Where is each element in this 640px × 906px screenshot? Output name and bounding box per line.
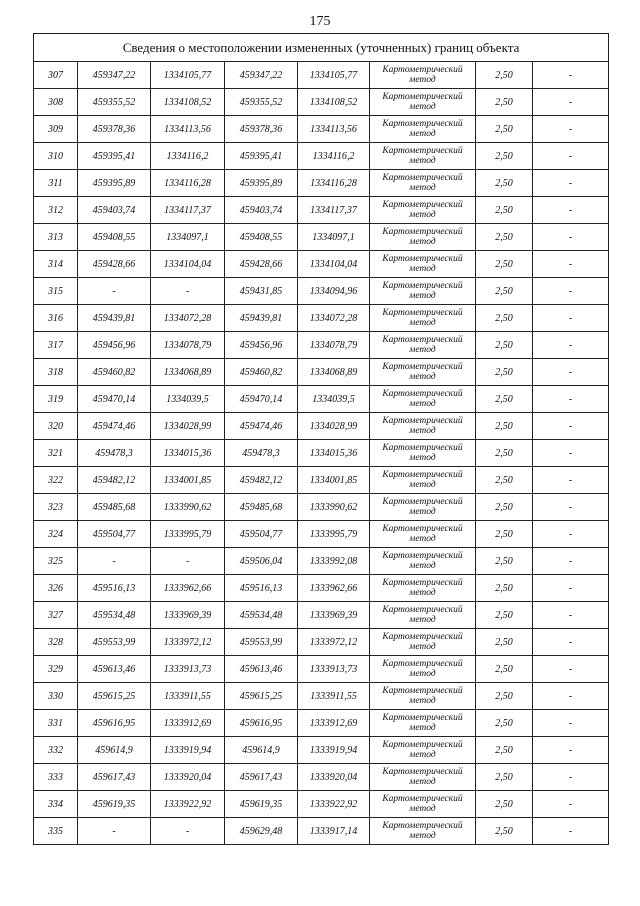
refined-x-cell: 459460,82 bbox=[225, 359, 298, 386]
existing-x-cell: 459355,52 bbox=[78, 89, 151, 116]
accuracy-cell: 2,50 bbox=[476, 629, 533, 656]
existing-y-cell: 1333912,69 bbox=[151, 710, 225, 737]
existing-y-cell: 1334078,79 bbox=[151, 332, 225, 359]
description-cell: - bbox=[533, 656, 609, 683]
refined-y-cell: 1334015,36 bbox=[298, 440, 370, 467]
refined-y-cell: 1333972,12 bbox=[298, 629, 370, 656]
refined-y-cell: 1334105,77 bbox=[298, 62, 370, 89]
existing-y-cell: 1334104,04 bbox=[151, 251, 225, 278]
point-number-cell: 310 bbox=[34, 143, 78, 170]
existing-y-cell: 1333962,66 bbox=[151, 575, 225, 602]
description-cell: - bbox=[533, 413, 609, 440]
refined-x-cell: 459629,48 bbox=[225, 818, 298, 845]
existing-x-cell: 459347,22 bbox=[78, 62, 151, 89]
method-cell: Картометрический метод bbox=[370, 413, 476, 440]
refined-y-cell: 1333995,79 bbox=[298, 521, 370, 548]
existing-x-cell: 459553,99 bbox=[78, 629, 151, 656]
point-number-cell: 329 bbox=[34, 656, 78, 683]
refined-y-cell: 1333911,55 bbox=[298, 683, 370, 710]
refined-x-cell: 459378,36 bbox=[225, 116, 298, 143]
table-row bbox=[34, 548, 609, 575]
existing-x-cell: 459615,25 bbox=[78, 683, 151, 710]
accuracy-cell: 2,50 bbox=[476, 386, 533, 413]
table-row bbox=[34, 143, 609, 170]
point-number-cell: 331 bbox=[34, 710, 78, 737]
table-row bbox=[34, 818, 609, 845]
refined-y-cell: 1333992,08 bbox=[298, 548, 370, 575]
description-cell: - bbox=[533, 818, 609, 845]
existing-y-cell: 1334105,77 bbox=[151, 62, 225, 89]
point-number-cell: 326 bbox=[34, 575, 78, 602]
existing-y-cell: 1334001,85 bbox=[151, 467, 225, 494]
description-cell: - bbox=[533, 143, 609, 170]
method-cell: Картометрический метод bbox=[370, 440, 476, 467]
refined-x-cell: 459613,46 bbox=[225, 656, 298, 683]
table-row bbox=[34, 521, 609, 548]
accuracy-cell: 2,50 bbox=[476, 467, 533, 494]
point-number-cell: 321 bbox=[34, 440, 78, 467]
refined-x-cell: 459482,12 bbox=[225, 467, 298, 494]
existing-y-cell: 1333995,79 bbox=[151, 521, 225, 548]
description-cell: - bbox=[533, 116, 609, 143]
method-cell: Картометрический метод bbox=[370, 629, 476, 656]
accuracy-cell: 2,50 bbox=[476, 332, 533, 359]
point-number-cell: 324 bbox=[34, 521, 78, 548]
refined-x-cell: 459456,96 bbox=[225, 332, 298, 359]
table-row bbox=[34, 764, 609, 791]
existing-x-cell: 459378,36 bbox=[78, 116, 151, 143]
existing-x-cell: 459616,95 bbox=[78, 710, 151, 737]
refined-x-cell: 459403,74 bbox=[225, 197, 298, 224]
table-row bbox=[34, 737, 609, 764]
refined-y-cell: 1334104,04 bbox=[298, 251, 370, 278]
refined-x-cell: 459506,04 bbox=[225, 548, 298, 575]
point-number-cell: 318 bbox=[34, 359, 78, 386]
point-number-cell: 317 bbox=[34, 332, 78, 359]
table-row bbox=[34, 251, 609, 278]
accuracy-cell: 2,50 bbox=[476, 521, 533, 548]
accuracy-cell: 2,50 bbox=[476, 197, 533, 224]
existing-y-cell: - bbox=[151, 278, 225, 305]
refined-x-cell: 459470,14 bbox=[225, 386, 298, 413]
description-cell: - bbox=[533, 170, 609, 197]
accuracy-cell: 2,50 bbox=[476, 575, 533, 602]
point-number-cell: 332 bbox=[34, 737, 78, 764]
existing-y-cell: 1333919,94 bbox=[151, 737, 225, 764]
existing-x-cell: 459482,12 bbox=[78, 467, 151, 494]
refined-y-cell: 1333990,62 bbox=[298, 494, 370, 521]
existing-y-cell: 1333969,39 bbox=[151, 602, 225, 629]
refined-x-cell: 459395,89 bbox=[225, 170, 298, 197]
refined-y-cell: 1334068,89 bbox=[298, 359, 370, 386]
method-cell: Картометрический метод bbox=[370, 170, 476, 197]
method-cell: Картометрический метод bbox=[370, 764, 476, 791]
refined-y-cell: 1334078,79 bbox=[298, 332, 370, 359]
method-cell: Картометрический метод bbox=[370, 386, 476, 413]
page-number: 175 bbox=[309, 14, 331, 29]
description-cell: - bbox=[533, 89, 609, 116]
description-cell: - bbox=[533, 791, 609, 818]
accuracy-cell: 2,50 bbox=[476, 413, 533, 440]
method-cell: Картометрический метод bbox=[370, 467, 476, 494]
existing-x-cell: 459456,96 bbox=[78, 332, 151, 359]
point-number-cell: 311 bbox=[34, 170, 78, 197]
description-cell: - bbox=[533, 710, 609, 737]
method-cell: Картометрический метод bbox=[370, 521, 476, 548]
existing-x-cell: 459619,35 bbox=[78, 791, 151, 818]
refined-x-cell: 459408,55 bbox=[225, 224, 298, 251]
table-row bbox=[34, 575, 609, 602]
refined-x-cell: 459347,22 bbox=[225, 62, 298, 89]
refined-x-cell: 459615,25 bbox=[225, 683, 298, 710]
refined-x-cell: 459428,66 bbox=[225, 251, 298, 278]
method-cell: Картометрический метод bbox=[370, 278, 476, 305]
refined-x-cell: 459355,52 bbox=[225, 89, 298, 116]
refined-y-cell: 1333919,94 bbox=[298, 737, 370, 764]
accuracy-cell: 2,50 bbox=[476, 62, 533, 89]
point-number-cell: 327 bbox=[34, 602, 78, 629]
existing-y-cell: 1334108,52 bbox=[151, 89, 225, 116]
existing-x-cell: 459485,68 bbox=[78, 494, 151, 521]
refined-y-cell: 1333962,66 bbox=[298, 575, 370, 602]
method-cell: Картометрический метод bbox=[370, 224, 476, 251]
existing-x-cell: 459408,55 bbox=[78, 224, 151, 251]
refined-x-cell: 459478,3 bbox=[225, 440, 298, 467]
existing-x-cell: 459617,43 bbox=[78, 764, 151, 791]
existing-y-cell: - bbox=[151, 548, 225, 575]
refined-y-cell: 1334116,2 bbox=[298, 143, 370, 170]
accuracy-cell: 2,50 bbox=[476, 818, 533, 845]
method-cell: Картометрический метод bbox=[370, 602, 476, 629]
point-number-cell: 313 bbox=[34, 224, 78, 251]
table-row bbox=[34, 170, 609, 197]
refined-x-cell: 459616,95 bbox=[225, 710, 298, 737]
refined-y-cell: 1333917,14 bbox=[298, 818, 370, 845]
point-number-cell: 315 bbox=[34, 278, 78, 305]
accuracy-cell: 2,50 bbox=[476, 224, 533, 251]
point-number-cell: 325 bbox=[34, 548, 78, 575]
method-cell: Картометрический метод bbox=[370, 656, 476, 683]
existing-y-cell: 1334113,56 bbox=[151, 116, 225, 143]
existing-y-cell: 1334028,99 bbox=[151, 413, 225, 440]
method-cell: Картометрический метод bbox=[370, 116, 476, 143]
point-number-cell: 323 bbox=[34, 494, 78, 521]
table-row bbox=[34, 791, 609, 818]
accuracy-cell: 2,50 bbox=[476, 737, 533, 764]
existing-y-cell: 1333990,62 bbox=[151, 494, 225, 521]
table-row bbox=[34, 656, 609, 683]
table-row bbox=[34, 359, 609, 386]
accuracy-cell: 2,50 bbox=[476, 710, 533, 737]
table-row bbox=[34, 494, 609, 521]
table-row bbox=[34, 413, 609, 440]
table-row bbox=[34, 332, 609, 359]
existing-x-cell: 459428,66 bbox=[78, 251, 151, 278]
description-cell: - bbox=[533, 548, 609, 575]
existing-x-cell: 459613,46 bbox=[78, 656, 151, 683]
existing-x-cell: 459395,89 bbox=[78, 170, 151, 197]
existing-y-cell: 1334068,89 bbox=[151, 359, 225, 386]
accuracy-cell: 2,50 bbox=[476, 305, 533, 332]
point-number-cell: 328 bbox=[34, 629, 78, 656]
refined-x-cell: 459439,81 bbox=[225, 305, 298, 332]
refined-y-cell: 1333912,69 bbox=[298, 710, 370, 737]
point-number-cell: 333 bbox=[34, 764, 78, 791]
refined-x-cell: 459395,41 bbox=[225, 143, 298, 170]
existing-x-cell: - bbox=[78, 818, 151, 845]
description-cell: - bbox=[533, 359, 609, 386]
existing-x-cell: 459395,41 bbox=[78, 143, 151, 170]
refined-y-cell: 1334108,52 bbox=[298, 89, 370, 116]
point-number-cell: 320 bbox=[34, 413, 78, 440]
refined-y-cell: 1334072,28 bbox=[298, 305, 370, 332]
method-cell: Картометрический метод bbox=[370, 62, 476, 89]
existing-x-cell: 459478,3 bbox=[78, 440, 151, 467]
description-cell: - bbox=[533, 386, 609, 413]
existing-y-cell: 1334116,2 bbox=[151, 143, 225, 170]
table-title: Сведения о местоположении измененных (уточненных) границ объекта bbox=[34, 34, 609, 62]
method-cell: Картометрический метод bbox=[370, 197, 476, 224]
refined-x-cell: 459485,68 bbox=[225, 494, 298, 521]
table-row bbox=[34, 467, 609, 494]
refined-y-cell: 1334039,5 bbox=[298, 386, 370, 413]
refined-y-cell: 1333920,04 bbox=[298, 764, 370, 791]
refined-y-cell: 1334001,85 bbox=[298, 467, 370, 494]
existing-x-cell: 459474,46 bbox=[78, 413, 151, 440]
table-row bbox=[34, 278, 609, 305]
accuracy-cell: 2,50 bbox=[476, 440, 533, 467]
table-title-row bbox=[34, 34, 609, 62]
existing-x-cell: 459504,77 bbox=[78, 521, 151, 548]
boundary-table bbox=[33, 33, 609, 845]
description-cell: - bbox=[533, 629, 609, 656]
refined-y-cell: 1334097,1 bbox=[298, 224, 370, 251]
accuracy-cell: 2,50 bbox=[476, 116, 533, 143]
refined-y-cell: 1334116,28 bbox=[298, 170, 370, 197]
description-cell: - bbox=[533, 278, 609, 305]
point-number-cell: 322 bbox=[34, 467, 78, 494]
existing-y-cell: 1334072,28 bbox=[151, 305, 225, 332]
refined-y-cell: 1334117,37 bbox=[298, 197, 370, 224]
existing-x-cell: - bbox=[78, 548, 151, 575]
accuracy-cell: 2,50 bbox=[476, 791, 533, 818]
existing-x-cell: 459516,13 bbox=[78, 575, 151, 602]
accuracy-cell: 2,50 bbox=[476, 656, 533, 683]
existing-y-cell: 1333911,55 bbox=[151, 683, 225, 710]
point-number-cell: 312 bbox=[34, 197, 78, 224]
accuracy-cell: 2,50 bbox=[476, 359, 533, 386]
table-row bbox=[34, 602, 609, 629]
method-cell: Картометрический метод bbox=[370, 818, 476, 845]
existing-y-cell: 1334117,37 bbox=[151, 197, 225, 224]
refined-x-cell: 459474,46 bbox=[225, 413, 298, 440]
method-cell: Картометрический метод bbox=[370, 89, 476, 116]
accuracy-cell: 2,50 bbox=[476, 683, 533, 710]
method-cell: Картометрический метод bbox=[370, 737, 476, 764]
accuracy-cell: 2,50 bbox=[476, 170, 533, 197]
description-cell: - bbox=[533, 62, 609, 89]
description-cell: - bbox=[533, 737, 609, 764]
accuracy-cell: 2,50 bbox=[476, 494, 533, 521]
table-row bbox=[34, 224, 609, 251]
method-cell: Картометрический метод bbox=[370, 791, 476, 818]
refined-x-cell: 459516,13 bbox=[225, 575, 298, 602]
table-row bbox=[34, 197, 609, 224]
accuracy-cell: 2,50 bbox=[476, 89, 533, 116]
table-row bbox=[34, 305, 609, 332]
existing-y-cell: 1333922,92 bbox=[151, 791, 225, 818]
description-cell: - bbox=[533, 224, 609, 251]
refined-x-cell: 459617,43 bbox=[225, 764, 298, 791]
method-cell: Картометрический метод bbox=[370, 683, 476, 710]
accuracy-cell: 2,50 bbox=[476, 143, 533, 170]
description-cell: - bbox=[533, 683, 609, 710]
existing-x-cell: 459470,14 bbox=[78, 386, 151, 413]
existing-y-cell: 1334116,28 bbox=[151, 170, 225, 197]
method-cell: Картометрический метод bbox=[370, 494, 476, 521]
table-row bbox=[34, 440, 609, 467]
point-number-cell: 316 bbox=[34, 305, 78, 332]
existing-y-cell: 1333972,12 bbox=[151, 629, 225, 656]
existing-x-cell: 459460,82 bbox=[78, 359, 151, 386]
point-number-cell: 330 bbox=[34, 683, 78, 710]
description-cell: - bbox=[533, 575, 609, 602]
table-row bbox=[34, 386, 609, 413]
method-cell: Картометрический метод bbox=[370, 548, 476, 575]
refined-x-cell: 459504,77 bbox=[225, 521, 298, 548]
accuracy-cell: 2,50 bbox=[476, 602, 533, 629]
method-cell: Картометрический метод bbox=[370, 251, 476, 278]
refined-x-cell: 459534,48 bbox=[225, 602, 298, 629]
point-number-cell: 335 bbox=[34, 818, 78, 845]
refined-x-cell: 459553,99 bbox=[225, 629, 298, 656]
table-row bbox=[34, 62, 609, 89]
existing-x-cell: 459439,81 bbox=[78, 305, 151, 332]
refined-x-cell: 459431,85 bbox=[225, 278, 298, 305]
refined-y-cell: 1333913,73 bbox=[298, 656, 370, 683]
refined-y-cell: 1333969,39 bbox=[298, 602, 370, 629]
description-cell: - bbox=[533, 251, 609, 278]
point-number-cell: 308 bbox=[34, 89, 78, 116]
existing-x-cell: 459403,74 bbox=[78, 197, 151, 224]
description-cell: - bbox=[533, 440, 609, 467]
accuracy-cell: 2,50 bbox=[476, 764, 533, 791]
description-cell: - bbox=[533, 305, 609, 332]
method-cell: Картометрический метод bbox=[370, 143, 476, 170]
point-number-cell: 307 bbox=[34, 62, 78, 89]
existing-y-cell: - bbox=[151, 818, 225, 845]
table-row bbox=[34, 629, 609, 656]
description-cell: - bbox=[533, 494, 609, 521]
accuracy-cell: 2,50 bbox=[476, 278, 533, 305]
point-number-cell: 314 bbox=[34, 251, 78, 278]
existing-x-cell: 459614,9 bbox=[78, 737, 151, 764]
method-cell: Картометрический метод bbox=[370, 710, 476, 737]
existing-x-cell: - bbox=[78, 278, 151, 305]
description-cell: - bbox=[533, 764, 609, 791]
method-cell: Картометрический метод bbox=[370, 575, 476, 602]
accuracy-cell: 2,50 bbox=[476, 548, 533, 575]
table-row bbox=[34, 710, 609, 737]
point-number-cell: 309 bbox=[34, 116, 78, 143]
refined-y-cell: 1334113,56 bbox=[298, 116, 370, 143]
point-number-cell: 319 bbox=[34, 386, 78, 413]
description-cell: - bbox=[533, 467, 609, 494]
existing-y-cell: 1334015,36 bbox=[151, 440, 225, 467]
accuracy-cell: 2,50 bbox=[476, 251, 533, 278]
existing-y-cell: 1334039,5 bbox=[151, 386, 225, 413]
refined-x-cell: 459614,9 bbox=[225, 737, 298, 764]
existing-x-cell: 459534,48 bbox=[78, 602, 151, 629]
refined-y-cell: 1334028,99 bbox=[298, 413, 370, 440]
table-row bbox=[34, 683, 609, 710]
point-number-cell: 334 bbox=[34, 791, 78, 818]
method-cell: Картометрический метод bbox=[370, 359, 476, 386]
method-cell: Картометрический метод bbox=[370, 332, 476, 359]
refined-y-cell: 1333922,92 bbox=[298, 791, 370, 818]
table-row bbox=[34, 116, 609, 143]
existing-y-cell: 1334097,1 bbox=[151, 224, 225, 251]
description-cell: - bbox=[533, 332, 609, 359]
existing-y-cell: 1333913,73 bbox=[151, 656, 225, 683]
description-cell: - bbox=[533, 602, 609, 629]
table-row bbox=[34, 89, 609, 116]
method-cell: Картометрический метод bbox=[370, 305, 476, 332]
description-cell: - bbox=[533, 197, 609, 224]
existing-y-cell: 1333920,04 bbox=[151, 764, 225, 791]
refined-x-cell: 459619,35 bbox=[225, 791, 298, 818]
description-cell: - bbox=[533, 521, 609, 548]
refined-y-cell: 1334094,96 bbox=[298, 278, 370, 305]
